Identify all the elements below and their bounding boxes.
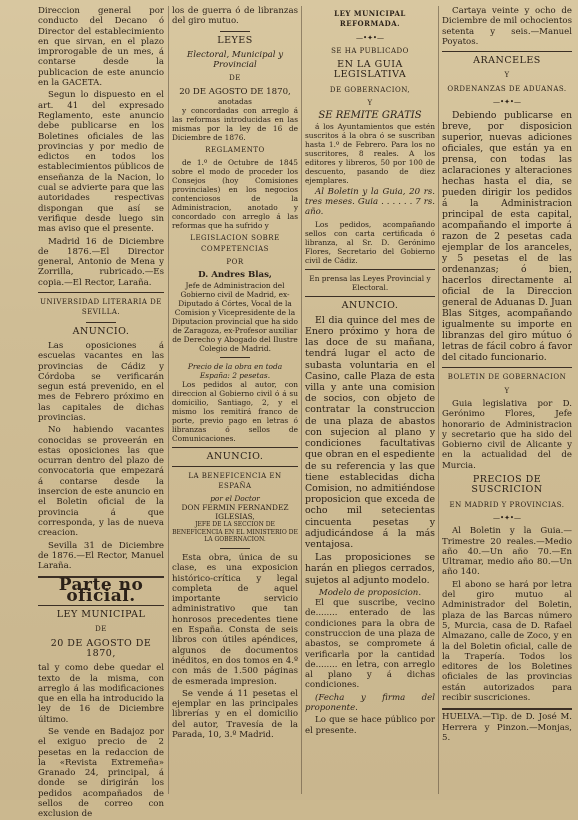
paragraph: Madrid 16 de Diciembre de 1876.—El Director general, Antonio de Mena y Zorrilla, rubricado.—Es copia.—El Rector, Laraña. <box>38 236 164 288</box>
author-name: D. Andres Blas, <box>198 270 272 281</box>
section-heading: Y <box>367 99 373 108</box>
paragraph: Los pedidos, acompañando sellos con carta certificada ó libranza, al Sr. D. Gerónimo Flores, Secretario del Gobierno civil de Cádiz. <box>305 219 435 265</box>
section-heading: EN MADRID Y PROVINCIAS. <box>449 500 565 509</box>
paragraph: los de guerra ó de libranzas del giro mutuo. <box>172 6 298 27</box>
section-title: Parte no oficial. <box>58 575 144 606</box>
section-heading: SE HA PUBLICADO <box>331 46 409 55</box>
divider <box>220 357 250 358</box>
paragraph: Segun lo dispuesto en el art. 41 del expresado Reglamento, este anuncio debe publicarse en los Boletines oficiales de las provincias y por medio de edictos en todos los establecimientos públicos de enseñanza de la Nacion, lo cual se advierte para que las autoridades respectivas dispongan que así se verifique desde luego sin mas aviso que el presente. <box>38 90 165 235</box>
section-heading: 20 DE AGOSTO DE 1870, <box>50 637 152 659</box>
paragraph: Los pedidos al autor, con direccion al Gobierno civil ó á su domicilio, Santiago, 2, y el mismo los remitirá franco de porte, previo pago en letras ó libranzas ó sellos de Comunicaciones. <box>172 379 298 443</box>
divider <box>38 292 164 293</box>
paragraph: y concordadas con arreglo á las reformas introducidas en las mismas por la ley de 16 de Diciembre de 1876. <box>172 106 298 143</box>
section-heading: LA BENEFICENCIA EN ESPAÑA <box>188 471 282 491</box>
section-heading: EN LA GUIA LEGISLATIVA <box>333 59 407 81</box>
section-heading: Y <box>504 71 510 80</box>
divider <box>86 322 116 323</box>
paragraph: El dia quince del mes de Enero próximo y hora de las doce de su mañana, tendrá lugar el acto de subasta voluntaria en el Casino, calle Plaza de esta villa y ante una comision de socios, con objeto de contratar la construccion de una plaza de abastos con sujecion al plano y condiciones facultativas que obran en el espediente de su referencia y las que tiene establecidas dicha Comision, no admitiéndose proposicion que exceda de ocho mil setecientas cincuenta pesetas y adjudicándose á la más ventajosa. <box>305 314 435 550</box>
paragraph: Esta obra, única de su clase, es una exposicion histórico-crítica y legal completa de aquel importante servicio administrativo que tan honrosos precedentes tiene en España. Consta de seis libros con útiles apéndices, algunos de documentos inéditos, en dos tomos en 4.º con más de 1.500 páginas de esmerada impresion. <box>172 552 298 687</box>
paragraph: Lo que se hace público por el presente. <box>305 715 435 736</box>
price-note: Precio de la obra en toda España: 2 pesetas. <box>187 361 283 380</box>
paragraph: Cartaya veinte y ocho de Diciembre de mil ochocientos setenta y seis.—Manuel Poyatos. <box>442 6 572 47</box>
section-heading: DE <box>95 625 107 634</box>
ornament: —•✦•— <box>355 33 385 42</box>
column-1 <box>38 6 165 820</box>
ornament: —•✦•— <box>492 98 522 107</box>
divider <box>442 708 572 710</box>
section-heading: REGLAMENTO <box>205 146 265 155</box>
column-3 <box>305 6 435 796</box>
divider <box>172 466 298 467</box>
author-name: DON FERMIN FERNANDEZ IGLESIAS, <box>181 503 289 522</box>
author-title: JEFE DE LA SECCION DE BENEFICENCIA EN EL MINISTERIO DE LA GOBERNACION. <box>172 521 298 544</box>
section-heading: ANUNCIO. <box>341 299 399 311</box>
paragraph: Direccion general por conducto del Decano ó Director del establecimiento en que sirvan, en el plazo improrogable de un mes, á contarse desde la publicacion de este anuncio en la GACETA. <box>38 6 164 89</box>
section-heading: PRECIOS DE SUSCRICION <box>471 474 543 496</box>
paragraph: El abono se hará por letra del giro mutuo al Administrador del Boletin, plaza de las Barcas número 5, Murcia, casa de D. Rafael Almazano, calle de Zoco, y en la del Boletin oficial, calle de la Trapería. Todos los editores de los Boletines oficiales de las provincias están autorizados para recibir suscriciones. <box>442 579 572 703</box>
paragraph: Al Boletin y la Guia.—Trimestre 20 reales.—Medio año 40.—Un año 70.—En Ultramar, medio año 80.—Un año 140. <box>442 526 572 578</box>
ornament: —•✦•— <box>492 513 522 522</box>
paragraph: tal y como debe quedar el texto de la misma, con arreglo á las modificaciones que en ella ha introducido la ley de 16 de Diciembre último. <box>38 663 164 725</box>
paragraph: á los Ayuntamientos que estén suscritos á la obra ó se suscriban hasta 1.º de Febrero. Para los no suscritores, 8 reales. A los editores y libreros, 50 por 100 de descuento, pasando de diez ejemplares. <box>305 121 435 185</box>
column-divider <box>438 6 439 794</box>
date-heading: 20 DE AGOSTO DE 1870, <box>179 86 291 97</box>
subheading: por el Doctor <box>210 494 260 504</box>
paragraph: Guia legislativa por D. Gerónimo Flores, Jefe honorario de Administracion y secretario que ha sido del Gobierno civil de Alicante y en la actualidad del de Murcia. <box>442 398 572 471</box>
divider <box>220 548 250 549</box>
section-heading: ARANCELES <box>473 55 541 67</box>
paragraph: El que suscribe, vecino de........ enterado de las condiciones para la obra de construccion de una plaza de abastos, se compromete á verificarla por la cantidad de........ en letra, con arreglo al plano y á dichas condiciones. <box>305 598 435 691</box>
section-heading: POR <box>226 257 244 266</box>
paragraph: Al Boletin y la Guia, 20 rs. tres meses. Guia . . . . . . 7 rs. año. <box>305 186 435 218</box>
divider <box>305 296 435 297</box>
paragraph: Las oposiciones á escuelas vacantes en las provincias de Cádiz y Córdoba se verificarán segun está prevenido, en el mes de Febrero próximo en las capitales de dichas provincias. <box>38 340 164 423</box>
paragraph: Se vende en Badajoz por el exiguo precio de 2 pesetas en la redaccion de la «Revista Extremeña» Granado 24, principal, á donde se dirigirán los pedidos acompañados de sellos de correo con exclusion de <box>38 727 164 820</box>
section-heading: ORDENANZAS DE ADUANAS. <box>447 84 567 93</box>
section-heading: Y <box>504 386 510 395</box>
paragraph: Las proposiciones se harán en pliegos cerrados, sujetos al adjunto modelo. <box>305 552 435 586</box>
paragraph: Sevilla 31 de Diciembre de 1876.—El Rector, Manuel Laraña. <box>38 540 164 572</box>
section-heading: LEY MUNICIPAL <box>56 609 146 621</box>
section-heading: LEGISLACION SOBRE COMPETENCIAS <box>190 234 280 253</box>
section-heading: SE REMITE GRATIS <box>318 110 422 122</box>
divider <box>442 367 572 368</box>
divider <box>305 269 435 270</box>
column-divider <box>301 6 302 794</box>
section-heading: DE GOBERNACION, <box>329 85 411 94</box>
imprint: HUELVA.—Tip. de D. José M. Herrera y Pinzon.—Monjas, 5. <box>442 712 572 743</box>
section-heading: BOLETIN DE GOBERNACION <box>447 373 567 382</box>
section-heading: ANUNCIO. <box>206 450 264 462</box>
column-divider <box>168 6 169 794</box>
paragraph: (Fecha y firma del proponente. <box>305 692 435 713</box>
section-heading: LEYES <box>217 34 253 46</box>
paragraph: Se vende á 11 pesetas el ejemplar en las principales librerías y en el domicilio del autor, Travesía de la Parada, 10, 3.º Madrid. <box>172 688 298 740</box>
divider <box>442 51 572 52</box>
section-heading: UNIVERSIDAD LITERARIA DE SEVILLA. <box>40 298 162 317</box>
section-heading: ANUNCIO. <box>72 325 130 337</box>
subheading: Electoral, Municipal y Provincial <box>186 49 284 71</box>
column-4 <box>442 6 572 796</box>
column-2 <box>172 6 298 796</box>
paragraph: de 1.º de Octubre de 1845 sobre el modo de proceder los Consejos (hoy Comisiones provinciales) en los negocios contenciosos de la Administracion, anotado y concordado con arreglo á las reformas que ha sufrido y <box>172 158 298 231</box>
paragraph: En prensa las Leyes Provincial y Electoral. <box>309 273 431 292</box>
section-heading: LEY MUNICIPAL REFORMADA. <box>334 9 406 29</box>
subheading: anotadas <box>218 97 252 107</box>
subheading: Modelo de proposicion. <box>318 587 422 598</box>
section-heading: DE <box>229 74 241 83</box>
divider <box>172 447 298 448</box>
divider <box>220 31 250 32</box>
paragraph: Jefe de Administracion del Gobierno civil de Madrid, ex-Diputado á Córtes, Vocal de la Comision y Vicepresidente de la Diputacion provincial que ha sido de Zaragoza, ex-Profesor auxiliar de Derecho y Abogado del Ilustre Colegio de Madrid. <box>172 280 298 353</box>
paragraph: No habiendo vacantes conocidas se proveerán en estas oposiciones las que ocurran dentro del plazo de convocatoria que empezará á contarse desde la insercion de este anuncio en el Boletin oficial de la provincia á que corresponda, y las de nueva creacion. <box>38 425 164 539</box>
paragraph: Debiendo publicarse en breve, por disposicion superior, nuevas adiciones oficiales, que están ya en prensa, con todas las aclaraciones y alteraciones hechas hasta el dia, se pueden dirigir los pedidos á la Administracion principal de esta capital, acompañando el importe á razon de 2 pesetas cada ejemplar de los aranceles, y 5 pesetas el de las ordenanzas; ó bien, hacerlos directamente al oficial de la Direccion general de Aduanas D. Juan Blas Sitges, acompañando igualmente su importe en libranzas del giro mútuo ó letras de fácil cobro á favor del citado funcionario. <box>442 110 572 364</box>
